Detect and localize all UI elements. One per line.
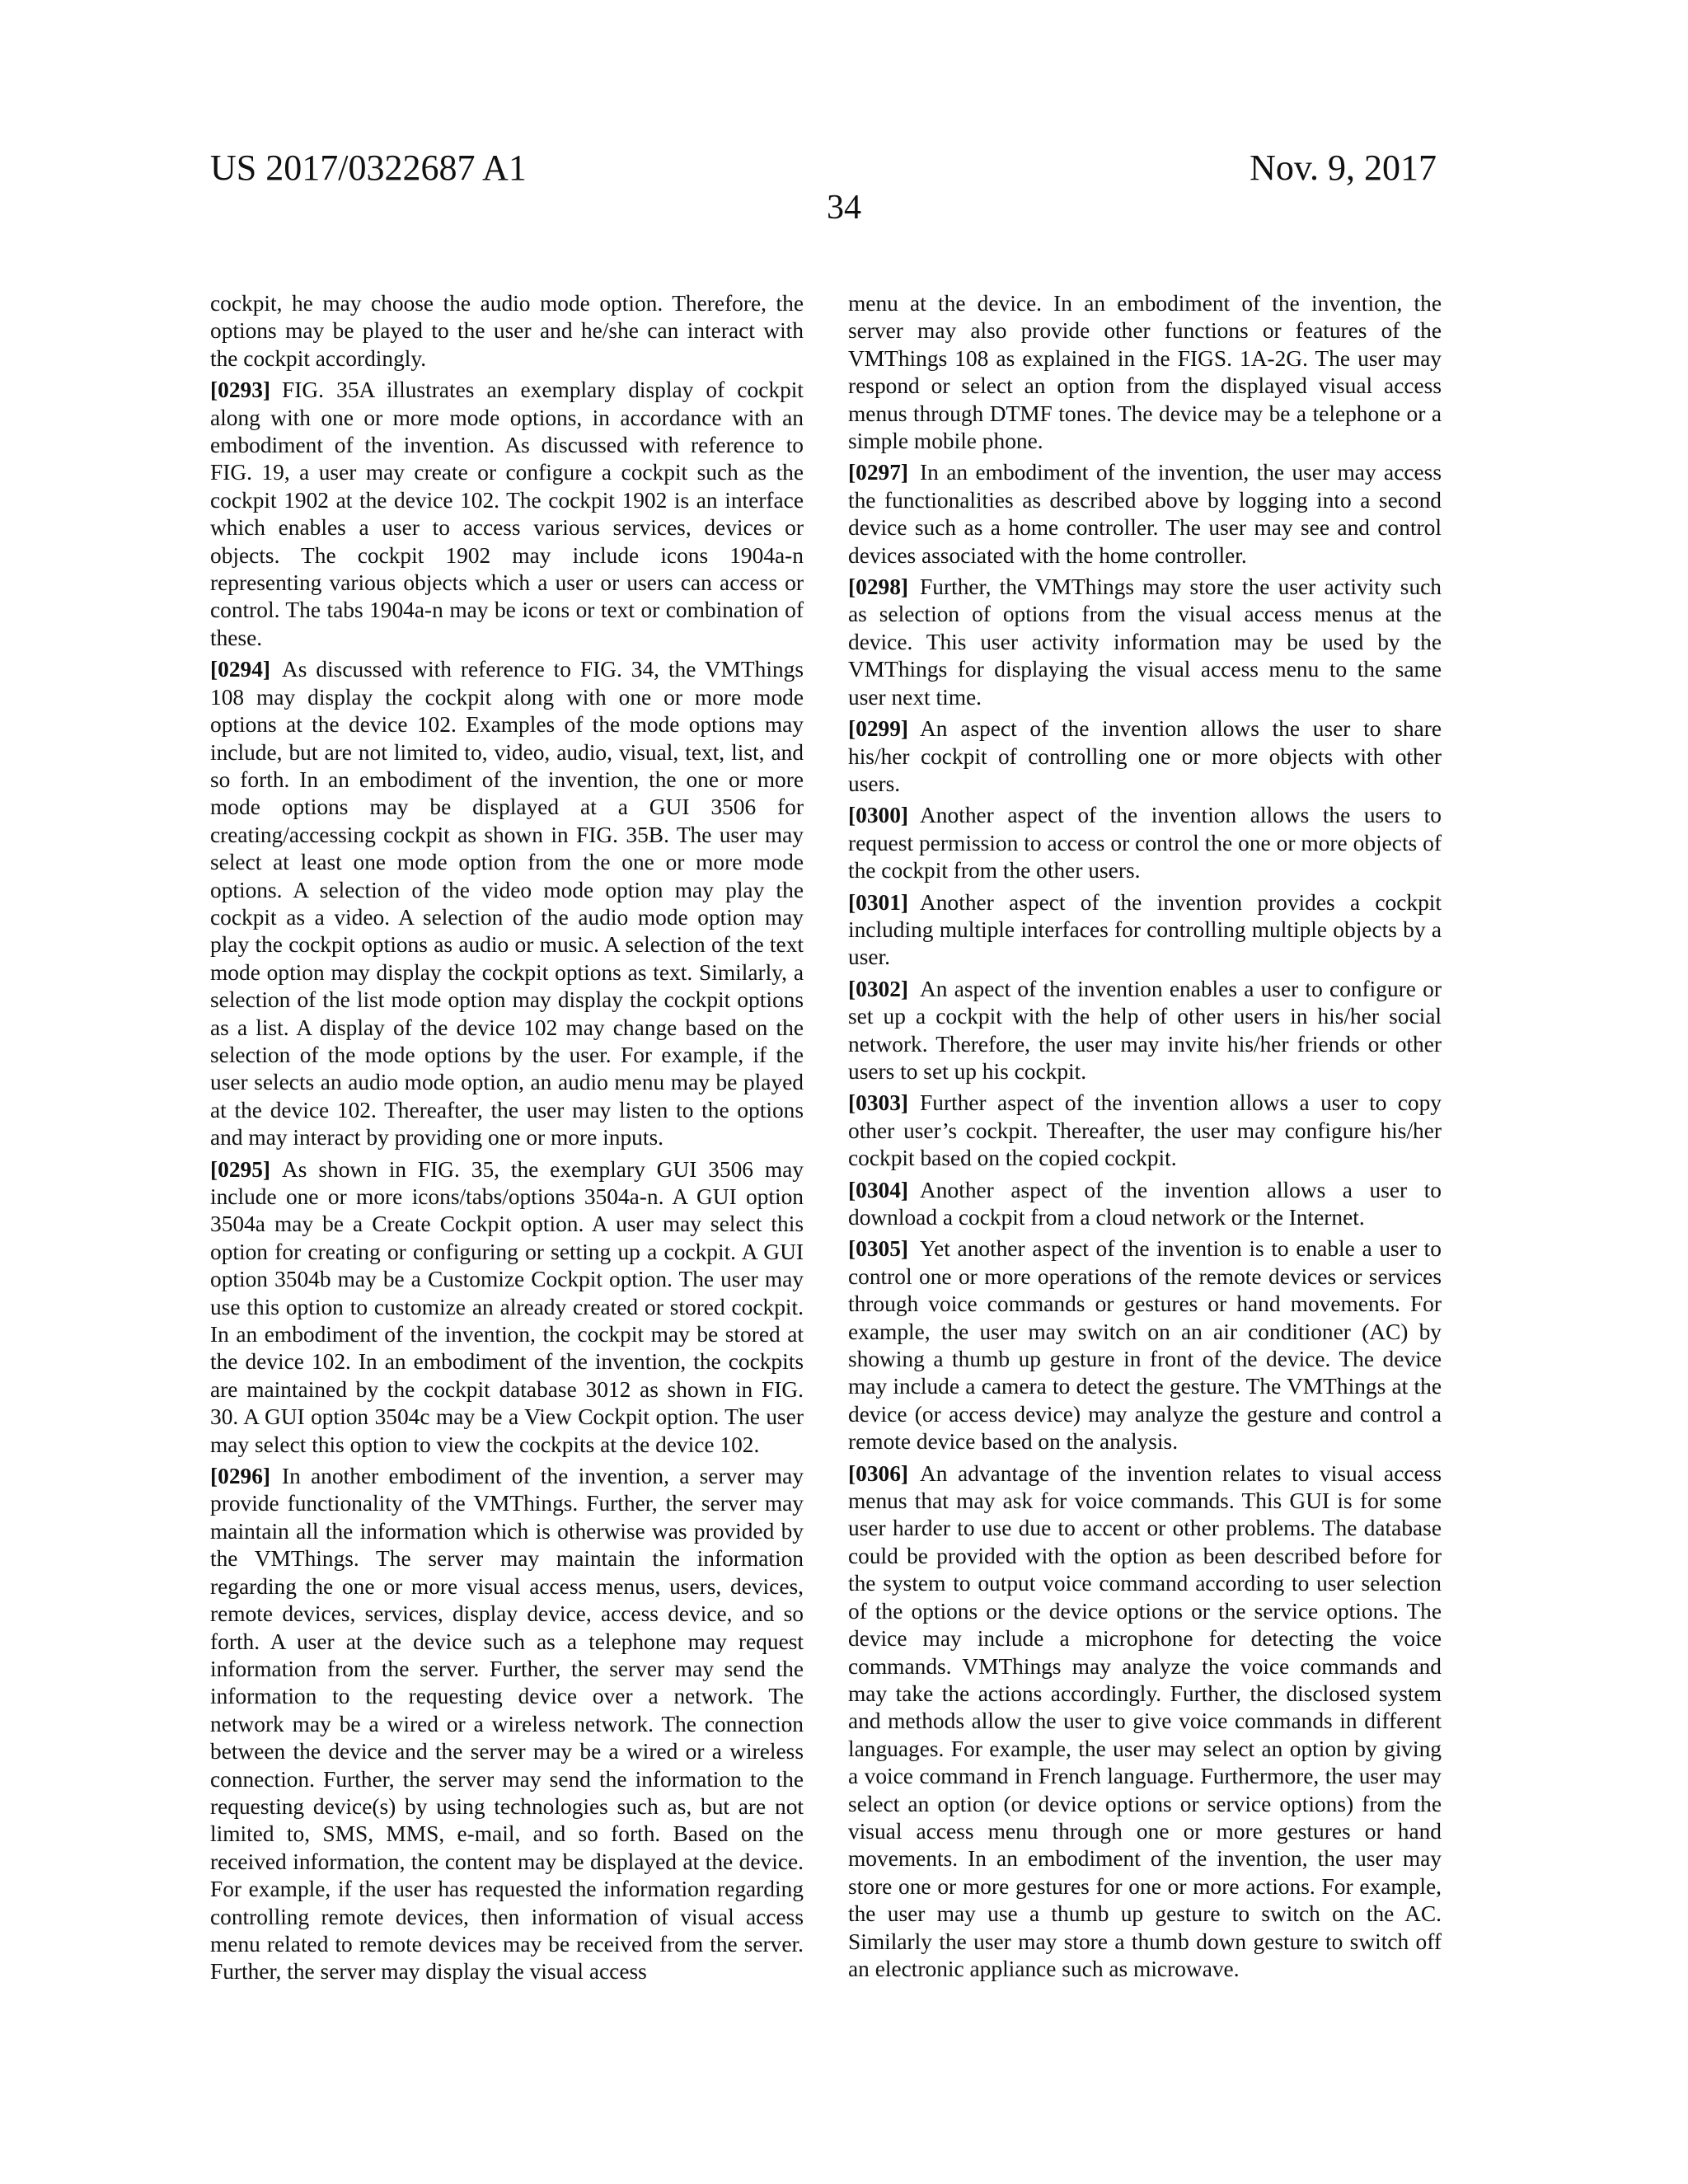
paragraph <box>848 459 1442 569</box>
paragraph <box>848 889 1442 972</box>
paragraph-number: [0301] <box>848 889 909 915</box>
paragraph-text: Another aspect of the invention allows a user to download a cockpit from a cloud network or the Internet. <box>848 1177 1442 1230</box>
paragraph-number: [0299] <box>848 716 909 742</box>
paragraph-text: Another aspect of the invention allows the users to request permission to access or control the one or more objects of the cockpit from the other users. <box>848 803 1442 883</box>
paragraph-number: [0296] <box>210 1464 271 1489</box>
paragraph-text: FIG. 35A illustrates an exemplary display of cockpit along with one or more mode options, in accordance with an embodiment of the invention. As discussed with reference to FIG. 19, a user may create or configure a cockpit such as the cockpit 1902 at the device 102. The cockpit 1902 is an interface which enables a user to access various services, devices or objects. The cockpit 1902 may include icons 1904a-n representing various objects which a user or users can access or control. The tabs 1904a-n may be icons or text or combination of these. <box>210 377 804 650</box>
paragraph <box>848 976 1442 1086</box>
paragraph <box>848 715 1442 798</box>
paragraph-number: [0304] <box>848 1177 909 1202</box>
paragraph-text: In an embodiment of the invention, the user may access the functionalities as described above by logging into a second device such as a home controller. The user may see and control devices associated with the home controller. <box>848 460 1442 568</box>
paragraph <box>848 1177 1442 1232</box>
paragraph-number: [0300] <box>848 803 909 828</box>
page-number: 34 <box>827 189 861 227</box>
paragraph-number: [0298] <box>848 574 909 600</box>
publication-date: Nov. 9, 2017 <box>1250 148 1437 188</box>
paragraph-number: [0293] <box>210 377 271 403</box>
paragraph-text: Further, the VMThings may store the user activity such as selection of options from the visual access menus at the device. This user activity information may be used by the VMThings for displaying the visual access menu to the same user next time. <box>848 574 1442 710</box>
paragraph-number: [0295] <box>210 1156 271 1182</box>
paragraph <box>848 1090 1442 1172</box>
paragraph-number: [0294] <box>210 657 271 682</box>
paragraph <box>848 1235 1442 1455</box>
paragraph <box>210 290 804 373</box>
paragraph <box>848 802 1442 884</box>
paragraph <box>210 656 804 1151</box>
paragraph-text: menu at the device. In an embodiment of the invention, the server may also provide other functions or features of the VMThings 108 as explained in the FIGS. 1A-2G. The user may respond or select an option from the displayed visual access menus through DTMF tones. The device may be a telephone or a simple mobile phone. <box>848 291 1442 454</box>
paragraph <box>848 1460 1442 1984</box>
paragraph-text: As shown in FIG. 35, the exemplary GUI 3506 may include one or more icons/tabs/options 3504a-n. A GUI option 3504a may be a Create Cockpit option. A user may select this option for creating or configuring or setting up a cockpit. A GUI option 3504b may be a Customize Cockpit option. The user may use this option to customize an already created or stored cockpit. In an embodiment of the invention, the cockpit may be stored at the device 102. In an embodiment of the invention, the cockpits are maintained by the cockpit database 3012 as shown in FIG. 30. A GUI option 3504c may be a View Cockpit option. The user may select this option to view the cockpits at the device 102. <box>210 1156 804 1457</box>
paragraph-text: In another embodiment of the invention, a server may provide functionality of the VMThings. Further, the server may maintain all the information which is otherwise was provided by the VMThings. The server may maintain the information regarding the one or more visual access menus, users, devices, remote devices, services, display device, access device, and so forth. A user at the device such as a telephone may request information from the server. Further, the server may send the information to the requesting device over a network. The network may be a wired or a wireless network. The connection between the device and the server may be a wired or a wireless connection. Further, the server may send the information to the requesting device(s) by using technologies such as, but are not limited to, SMS, MMS, e-mail, and so forth. Based on the received information, the content may be displayed at the device. For example, if the user has requested the information regarding controlling remote devices, then information of visual access menu related to remote devices may be received from the server. Further, the server may display the visual access <box>210 1464 804 1985</box>
paragraph-text: Further aspect of the invention allows a user to copy other user’s cockpit. Thereafter, the user may configure his/her cockpit based on the copied cockpit. <box>848 1090 1442 1171</box>
paragraph <box>210 377 804 652</box>
right-column <box>848 290 1442 1987</box>
paragraph-text: An aspect of the invention allows the user to share his/her cockpit of controlling one or more objects with other users. <box>848 716 1442 796</box>
paragraph-number: [0305] <box>848 1236 909 1262</box>
paragraph <box>210 1156 804 1459</box>
paragraph-text: Yet another aspect of the invention is to enable a user to control one or more operations of the remote devices or services through voice commands or gestures or hand movements. For example, the user may switch on an air conditioner (AC) by showing a thumb up gesture in front of the device. The device may include a camera to detect the gesture. The VMThings at the device (or access device) may analyze the gesture and control a remote device based on the analysis. <box>848 1236 1442 1455</box>
paragraph <box>848 290 1442 455</box>
paragraph-text: Another aspect of the invention provides a cockpit including multiple interfaces for controlling multiple objects by a user. <box>848 889 1442 970</box>
paragraph-text: An aspect of the invention enables a user to configure or set up a cockpit with the help of other users in his/her social network. Therefore, the user may invite his/her friends or other users to set up his cockpit. <box>848 976 1442 1084</box>
publication-number: US 2017/0322687 A1 <box>210 148 527 188</box>
paragraph-text: cockpit, he may choose the audio mode option. Therefore, the options may be played to the user and he/she can interact with the cockpit accordingly. <box>210 291 804 371</box>
paragraph-number: [0297] <box>848 460 909 485</box>
paragraph <box>210 1463 804 1986</box>
paragraph-number: [0303] <box>848 1090 909 1116</box>
paragraph-number: [0306] <box>848 1460 909 1486</box>
left-column <box>210 290 804 1990</box>
paragraph-number: [0302] <box>848 976 909 1001</box>
paragraph <box>848 574 1442 711</box>
paragraph-text: As discussed with reference to FIG. 34, the VMThings 108 may display the cockpit along with one or more mode options at the device 102. Examples of the mode options may include, but are not limited to, video, audio, visual, text, list, and so forth. In an embodiment of the invention, the one or more mode options may be displayed at a GUI 3506 for creating/accessing cockpit as shown in FIG. 35B. The user may select at least one mode option from the one or more mode options. A selection of the video mode option may play the cockpit as a video. A selection of the audio mode option may play the cockpit options as audio or music. A selection of the text mode option may display the cockpit options as text. Similarly, a selection of the list mode option may display the cockpit options as a list. A display of the device 102 may change based on the selection of the mode options by the user. For example, if the user selects an audio mode option, an audio menu may be played at the device 102. Thereafter, the user may listen to the options and may interact by providing one or more inputs. <box>210 657 804 1151</box>
paragraph-text: An advantage of the invention relates to visual access menus that may ask for voice commands. This GUI is for some user harder to use due to accent or other problems. The database could be provided with the option as been described before for the system to output voice command according to user selection of the options or the device options or the service options. The device may include a microphone for detecting the voice commands. VMThings may analyze the voice commands and may take the actions accordingly. Further, the disclosed system and methods allow the user to give voice commands in different languages. For example, the user may select an option by giving a voice command in French language. Furthermore, the user may select an option (or device options or service options) from the visual access menu through one or more gestures or hand movements. In an embodiment of the invention, the user may store one or more gestures for one or more actions. For example, the user may use a thumb up gesture to switch on the AC. Similarly the user may store a thumb down gesture to switch off an electronic appliance such as microwave. <box>848 1460 1442 1981</box>
